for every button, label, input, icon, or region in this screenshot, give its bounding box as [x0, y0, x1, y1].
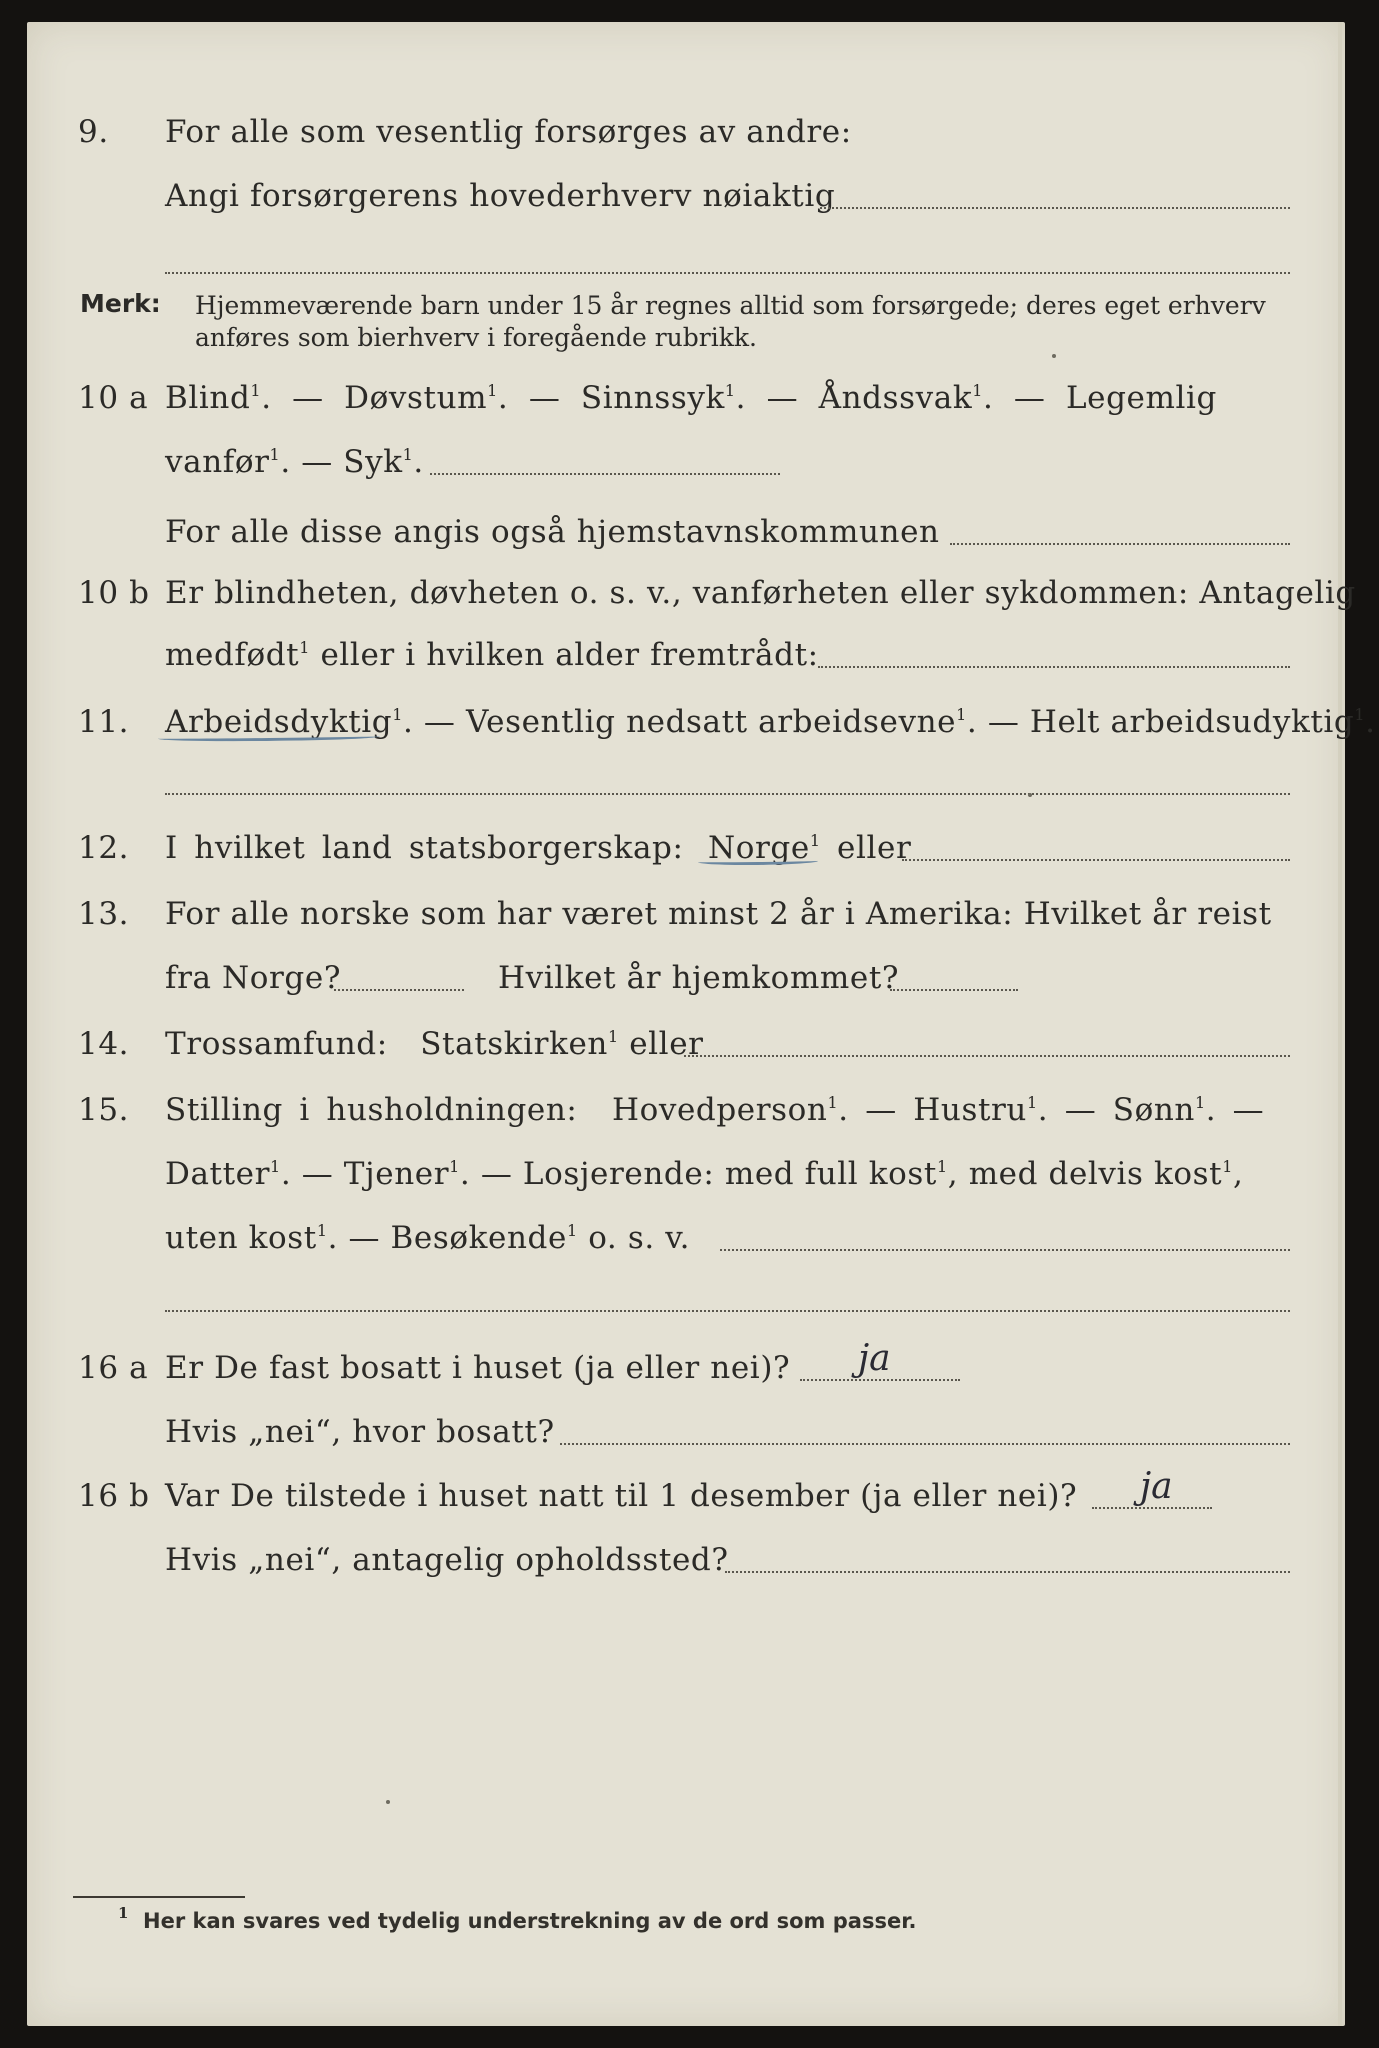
item-number-9: 9. — [78, 114, 109, 150]
answer-field-10a-kommune[interactable] — [950, 543, 1290, 545]
answer-field-9[interactable] — [820, 207, 1290, 209]
item-number-12: 12. — [78, 830, 130, 866]
footnote-text: Her kan svares ved tydelig understrekning av de ord som passer. — [143, 1909, 917, 1933]
opt-vanfor[interactable]: vanfør — [165, 444, 270, 480]
item-9-line-2: Angi forsørgerens hovederhverv nøiaktig — [165, 178, 836, 214]
item-number-14: 14. — [78, 1026, 130, 1062]
opt-nedsatt[interactable]: . — Vesentlig nedsatt arbeidsevne — [403, 704, 957, 740]
opt-andssvak[interactable]: . — Åndssvak — [735, 380, 973, 416]
paper-speck — [1052, 354, 1056, 358]
item-13-line-2b: Hvilket år hjemkommet? — [498, 960, 900, 996]
footnote-mark: 1 — [118, 1904, 129, 1922]
item-10a-line-3: For alle disse angis også hjemstavnskommunen — [165, 514, 940, 550]
answer-field-9b[interactable] — [165, 272, 1290, 274]
answer-16b-handwritten: ja — [1140, 1466, 1173, 1507]
item-13-line-2: fra Norge? — [165, 960, 342, 996]
opt-sonn[interactable]: . — Sønn — [1037, 1092, 1195, 1128]
item-15-line-1: Stilling i husholdningen: Hovedperson$^1$. — Hustru$^1$. — Sønn$^1$. — — [165, 1092, 1265, 1128]
item-number-10a: 10 a — [78, 380, 149, 416]
opt-datter[interactable]: Datter — [165, 1156, 271, 1192]
answer-field-13-hjem[interactable] — [890, 989, 1018, 991]
answer-field-10b[interactable] — [818, 666, 1290, 668]
paper-speck — [1028, 793, 1032, 797]
answer-field-16b-opholdssted[interactable] — [725, 1571, 1290, 1573]
item-15-line-3: uten kost$^1$. — Besøkende$^1$ o. s. v. — [165, 1220, 691, 1256]
answer-16a-handwritten: ja — [858, 1338, 891, 1379]
opt-legemlig[interactable]: . — Legemlig — [983, 380, 1217, 416]
item-number-13: 13. — [78, 896, 130, 932]
item-number-16b: 16 b — [78, 1478, 150, 1514]
item-number-16a: 16 a — [78, 1350, 149, 1386]
opt-sinnssyk[interactable]: . — Sinnssyk — [497, 380, 725, 416]
footnote-rule — [73, 1896, 245, 1898]
opt-blind[interactable]: Blind — [165, 380, 251, 416]
item-number-10b: 10 b — [78, 575, 150, 611]
item-10b-line-2: medfødt$^1$ eller i hvilken alder fremtrådt: — [165, 637, 819, 673]
opt-norge[interactable]: Norge — [708, 830, 810, 866]
item-number-15: 15. — [78, 1092, 130, 1128]
item-16b-line-1: Var De tilstede i huset natt til 1 desember (ja eller nei)? — [165, 1478, 1078, 1514]
answer-field-15b[interactable] — [165, 1310, 1290, 1312]
item-16b-line-2: Hvis „nei“, antagelig opholdssted? — [165, 1542, 729, 1578]
opt-syk[interactable]: . — Syk — [280, 444, 403, 480]
answer-field-15[interactable] — [720, 1249, 1290, 1251]
answer-field-11[interactable] — [165, 793, 1290, 795]
merk-line-1: Hjemmeværende barn under 15 år regnes alltid som forsørgede; deres eget erhverv — [195, 291, 1266, 320]
item-15-line-2: Datter$^1$. — Tjener$^1$. — Losjerende: med full kost$^1$, med delvis kost$^1$, — [165, 1156, 1244, 1192]
answer-field-13-reist[interactable] — [334, 989, 464, 991]
item-12-line-1: I hvilket land statsborgerskap: Norge$^1$ eller — [165, 830, 912, 866]
item-14-line-1: Trossamfund: Statskirken$^1$ eller — [165, 1026, 704, 1062]
opt-hovedperson[interactable]: Hovedperson — [611, 1092, 828, 1128]
merk-line-2: anføres som bierhverv i foregående rubrikk. — [195, 323, 757, 352]
answer-field-16a[interactable] — [800, 1379, 960, 1381]
sheet-edge — [1338, 22, 1342, 2026]
opt-uten-kost[interactable]: uten kost — [165, 1220, 317, 1256]
paper-speck — [386, 1800, 390, 1804]
item-10b-line-1: Er blindheten, døvheten o. s. v., vanførheten eller sykdommen: Antagelig — [165, 575, 1356, 611]
opt-dovstum[interactable]: . — Døvstum — [261, 380, 488, 416]
answer-field-16a-bosatt[interactable] — [560, 1443, 1290, 1445]
item-number-11: 11. — [78, 704, 130, 740]
item-16a-line-1: Er De fast bosatt i huset (ja eller nei)? — [165, 1350, 791, 1386]
opt-full-kost[interactable]: . — Losjerende: med full kost — [459, 1156, 937, 1192]
answer-field-10a-syk[interactable] — [430, 473, 780, 475]
item-13-line-1: For alle norske som har været minst 2 år i Amerika: Hvilket år reist — [165, 896, 1272, 932]
item-10a-line-2: vanfør$^1$. — Syk$^1$. — [165, 444, 424, 480]
answer-field-16b[interactable] — [1092, 1507, 1212, 1509]
answer-field-14[interactable] — [684, 1055, 1290, 1057]
item-16a-line-2: Hvis „nei“, hvor bosatt? — [165, 1414, 555, 1450]
opt-statskirken[interactable]: Statskirken — [420, 1026, 608, 1062]
opt-hustru[interactable]: . — Hustru — [838, 1092, 1027, 1128]
item-11-line-1: Arbeidsdyktig$^1$. — Vesentlig nedsatt arbeidsevne$^1$. — Helt arbeidsudyktig$^1$. — [165, 704, 1376, 740]
opt-delvis-kost[interactable]: , med delvis kost — [947, 1156, 1223, 1192]
opt-tjener[interactable]: . — Tjener — [280, 1156, 450, 1192]
opt-medfodt[interactable]: medfødt — [165, 637, 300, 673]
opt-arbeidsudyktig[interactable]: . — Helt arbeidsudyktig — [966, 704, 1355, 740]
opt-besokende[interactable]: . — Besøkende — [327, 1220, 567, 1256]
item-9-line-1: For alle som vesentlig forsørges av andre: — [165, 114, 852, 150]
answer-field-12[interactable] — [902, 859, 1290, 861]
merk-label: Merk: — [80, 289, 161, 318]
item-10a-line-1: Blind$^1$. — Døvstum$^1$. — Sinnssyk$^1$. — Åndssvak$^1$. — Legemlig — [165, 380, 1217, 416]
opt-arbeidsdyktig[interactable]: Arbeidsdyktig — [165, 704, 393, 740]
